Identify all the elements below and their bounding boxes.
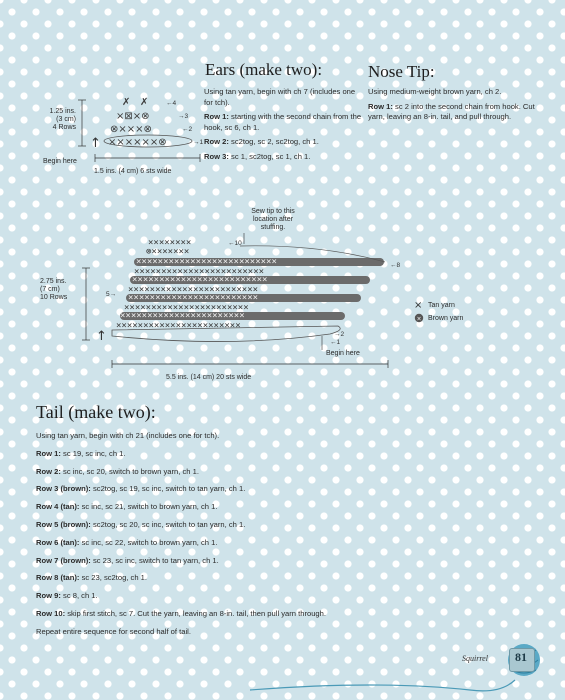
svg-text:××××××××××××××××××××××××××: ×××××××××××××××××××××××××× — [136, 257, 277, 267]
page-number: 81 — [515, 650, 527, 664]
body-marker-10: ←10 — [228, 240, 242, 247]
body-row-9-stitches: ⊗××××××× — [146, 247, 190, 257]
ears-row-2: Row 2: sc2tog, sc 2, sc2tog, ch 1. — [204, 137, 319, 146]
tail-row-2: Row 2: sc inc, sc 20, switch to brown yarn, ch 1. — [36, 466, 199, 476]
ears-marker-4: ←4 — [166, 100, 177, 107]
body-row-10-stitches: ×××××××× — [148, 238, 192, 248]
ears-heading: Ears (make two): — [205, 60, 323, 79]
svg-text:×××××××××××××××××××××××××: ××××××××××××××××××××××××× — [132, 275, 268, 285]
body-direction-arrow-icon: ↑ — [96, 329, 107, 344]
svg-text:×××××××××××××××××××××××: ××××××××××××××××××××××× — [124, 303, 249, 313]
ears-row-3: Row 3: sc 1, sc2tog, sc 1, ch 1. — [204, 151, 311, 161]
legend — [414, 300, 423, 323]
ears-row-1-stitches: ××××××⊗ — [108, 137, 167, 148]
body-marker-2: →2 — [334, 331, 345, 338]
legend-brown-label: Brown yarn — [428, 315, 464, 322]
ears-marker-1: →1 — [193, 139, 204, 146]
tail-row-10: Row 10: skip first stitch, sc 7. Cut the yarn, leaving an 8-in. tail, then pull yarn through. — [36, 608, 326, 618]
nose-intro: Using medium-weight brown yarn, ch 2. — [368, 87, 502, 96]
body-marker-5: 5→ — [106, 291, 117, 298]
ears-row-4-tip: ✗ — [140, 97, 149, 108]
ears-row-4-stitches: ✗ — [122, 97, 131, 108]
sew-tip-note: Sew tip to this location after stuffing. — [251, 208, 295, 231]
ears-width-label: 1.5 ins. (4 cm) 6 sts wide — [94, 168, 172, 175]
svg-text:××××××××××××××××××××××××: ×××××××××××××××××××××××× — [128, 293, 259, 303]
ears-marker-3: →3 — [178, 113, 189, 120]
tail-row-8: Row 8 (tan): sc 23, sc2tog, ch 1. — [36, 573, 148, 583]
tail-row-9: Row 9: sc 8, ch 1. — [36, 591, 98, 601]
body-marker-1: ←1 — [330, 339, 341, 346]
legend-tan-label: Tan yarn — [428, 302, 455, 309]
ears-marker-2: ←2 — [182, 126, 193, 133]
ears-height-label: 1.25 ins. (3 cm) 4 Rows — [49, 108, 76, 131]
ears-intro: Using tan yarn, begin with ch 7 (includes one for tch). — [204, 87, 356, 107]
tail-row-1: Row 1: sc 19, sc inc, ch 1. — [36, 448, 126, 458]
svg-text:××××××××××××××××××××××××: ×××××××××××××××××××××××× — [128, 285, 259, 295]
yarn-decoration — [250, 680, 515, 691]
svg-text:××××××××××××××××××××××××: ×××××××××××××××××××××××× — [134, 267, 265, 277]
tail-row-4: Row 4 (tan): sc inc, sc 21, switch to brown yarn, ch 1. — [36, 502, 218, 512]
ears-begin-label: Begin here — [43, 158, 77, 165]
footer-title: Squirrel — [462, 654, 488, 663]
body-width-label: 5.5 ins. (14 cm) 20 sts wide — [166, 374, 252, 381]
svg-text:×××××××××××××××××××××××: ××××××××××××××××××××××× — [116, 321, 241, 331]
ears-row-1: Row 1: starting with the second chain from the hook, sc 6, ch 1. — [204, 112, 362, 132]
ears-direction-arrow-icon: ↑ — [90, 136, 101, 151]
tail-instructions — [36, 427, 436, 641]
ears-stitch-chart — [108, 97, 167, 148]
body-height-label: 2.75 ins. (7 cm) 10 Rows — [40, 278, 68, 301]
tail-intro: Using tan yarn, begin with ch 21 (includes one for tch). — [36, 431, 220, 440]
legend-tan-symbol: × — [414, 300, 423, 311]
tail-heading: Tail (make two): — [36, 402, 156, 422]
tail-row-3: Row 3 (brown): sc2tog, sc 19, sc inc, switch to tan yarn, ch 1. — [36, 484, 246, 494]
body-begin-label: Begin here — [326, 350, 360, 357]
tail-row-5: Row 5 (brown): sc2tog, sc 20, sc inc, switch to tan yarn, ch 1. — [36, 519, 246, 529]
body-marker-8: ←8 — [390, 262, 401, 269]
nose-heading: Nose Tip: — [368, 62, 435, 81]
svg-text:×: × — [416, 315, 422, 323]
svg-text:×××××××××××××××××××××××: ××××××××××××××××××××××× — [120, 311, 245, 321]
body-stitch-chart — [146, 238, 191, 257]
tail-row-7: Row 7 (brown): sc 23, sc inc, switch to tan yarn, ch 1. — [36, 555, 219, 565]
ears-row-2-stitches: ⊗×××⊗ — [110, 124, 152, 135]
nose-row-1: Row 1: sc 2 into the second chain from hook. Cut yarn, leaving an 8-in. tail, and pull through. — [368, 101, 535, 121]
ears-row-3-stitches: ×⊠×⊗ — [116, 111, 150, 122]
tail-outro: Repeat entire sequence for second half of tail. — [36, 626, 191, 636]
tail-row-6: Row 6 (tan): sc inc, sc 22, switch to brown yarn, ch 1. — [36, 537, 218, 547]
